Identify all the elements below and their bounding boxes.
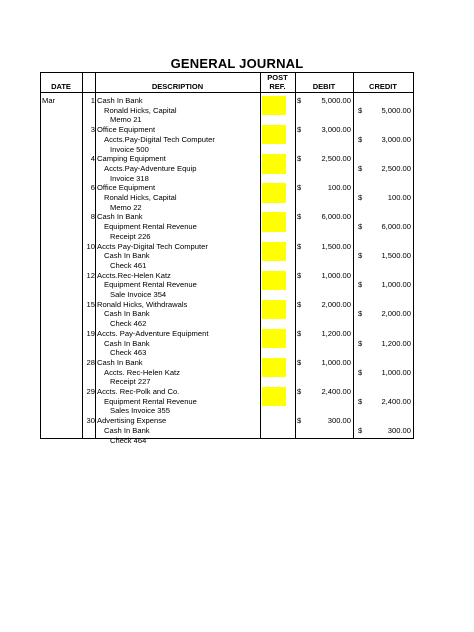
description-cell: Accts. Pay-Adventure Equipment xyxy=(97,328,209,338)
debit-amount: 300.00 xyxy=(327,416,351,426)
credit-amount: 1,000.00 xyxy=(381,280,411,290)
day-cell: 19 xyxy=(86,328,95,338)
debit-amount: 3,000.00 xyxy=(321,125,351,135)
credit-amount: 3,000.00 xyxy=(381,134,411,144)
day-cell: 12 xyxy=(86,270,95,280)
debit-amount: 1,000.00 xyxy=(321,270,351,280)
description-cell: Accts. Rec-Helen Katz xyxy=(104,367,180,377)
description-cell: Cash In Bank xyxy=(104,309,150,319)
description-cell: Check 462 xyxy=(110,319,147,329)
debit-amount: 1,200.00 xyxy=(321,328,351,338)
debit-amount: 1,000.00 xyxy=(321,357,351,367)
credit-dollar-sign: $ xyxy=(358,280,363,290)
debit-amount: 2,500.00 xyxy=(321,154,351,164)
debit-dollar-sign: $ xyxy=(297,270,302,280)
post-ref-highlight xyxy=(262,300,286,319)
journal-table xyxy=(40,72,414,445)
post-ref-highlight xyxy=(262,183,286,202)
debit-dollar-sign: $ xyxy=(297,154,302,164)
description-cell: Cash In Bank xyxy=(97,212,143,222)
credit-dollar-sign: $ xyxy=(358,222,363,232)
page-title: GENERAL JOURNAL xyxy=(170,56,304,71)
description-cell: Advertising Expense xyxy=(97,416,167,426)
day-cell: 8 xyxy=(90,212,95,222)
description-cell: Memo 22 xyxy=(110,202,142,212)
description-cell: Accts. Rec-Polk and Co. xyxy=(97,387,180,396)
post-ref-header: POST REF. xyxy=(267,73,288,91)
credit-dollar-sign: $ xyxy=(358,193,363,202)
description-cell: Cash In Bank xyxy=(97,96,143,105)
credit-header: CREDIT xyxy=(369,82,397,91)
description-cell: Invoice 318 xyxy=(110,173,149,183)
debit-amount: 1,500.00 xyxy=(321,241,351,251)
credit-amount: 2,000.00 xyxy=(381,309,411,319)
description-header: DESCRIPTION xyxy=(151,82,204,91)
column-divider xyxy=(260,72,261,439)
post-ref-highlight xyxy=(262,125,286,144)
description-cell: Sales Invoice 355 xyxy=(110,406,170,416)
table-top-border xyxy=(40,72,414,73)
debit-dollar-sign: $ xyxy=(297,357,302,367)
description-cell: Receipt 226 xyxy=(110,231,151,241)
debit-dollar-sign: $ xyxy=(297,125,302,135)
description-cell: Accts.Rec-Helen Katz xyxy=(97,270,171,280)
day-cell: 15 xyxy=(86,299,95,309)
description-cell: Equipment Rental Revenue xyxy=(104,222,197,232)
credit-dollar-sign: $ xyxy=(358,251,363,261)
description-cell: Ronald Hicks, Withdrawals xyxy=(97,299,188,309)
debit-dollar-sign: $ xyxy=(297,416,302,426)
description-cell: Cash In Bank xyxy=(104,251,150,261)
description-cell: Accts.Pay-Digital Tech Computer xyxy=(104,134,215,144)
debit-dollar-sign: $ xyxy=(297,96,302,105)
description-cell: Cash In Bank xyxy=(104,338,150,348)
credit-dollar-sign: $ xyxy=(358,367,363,377)
debit-dollar-sign: $ xyxy=(297,241,302,251)
column-divider xyxy=(95,72,96,439)
column-divider xyxy=(40,72,41,439)
day-cell: 3 xyxy=(90,125,95,135)
day-cell: 29 xyxy=(86,387,95,396)
credit-amount: 2,400.00 xyxy=(381,396,411,406)
debit-dollar-sign: $ xyxy=(297,183,302,193)
credit-dollar-sign: $ xyxy=(358,105,363,115)
credit-amount: 2,500.00 xyxy=(381,163,411,173)
description-cell: Ronald Hicks, Capital xyxy=(104,105,177,115)
description-cell: Ronald Hicks, Capital xyxy=(104,193,177,202)
credit-amount: 1,000.00 xyxy=(381,367,411,377)
table-bottom-border xyxy=(40,438,414,439)
debit-amount: 2,400.00 xyxy=(321,387,351,396)
description-cell: Check 464 xyxy=(110,435,147,445)
debit-amount: 100.00 xyxy=(327,183,351,193)
header-bottom-border xyxy=(40,92,414,93)
credit-amount: 300.00 xyxy=(387,425,411,435)
description-cell: Accts Pay-Digital Tech Computer xyxy=(97,241,208,251)
post-ref-highlight xyxy=(262,329,286,348)
day-cell: 4 xyxy=(90,154,95,164)
post-ref-highlight xyxy=(262,387,286,406)
column-divider xyxy=(295,72,296,439)
debit-dollar-sign: $ xyxy=(297,387,302,396)
day-cell: 10 xyxy=(86,241,95,251)
date-header: DATE xyxy=(51,82,71,91)
description-cell: Cash In Bank xyxy=(104,425,150,435)
description-cell: Memo 21 xyxy=(110,115,142,125)
description-cell: Check 463 xyxy=(110,348,147,358)
description-cell: Camping Equipment xyxy=(97,154,166,164)
post-ref-highlight xyxy=(262,212,286,231)
credit-dollar-sign: $ xyxy=(358,338,363,348)
description-cell: Invoice 500 xyxy=(110,144,149,154)
debit-dollar-sign: $ xyxy=(297,299,302,309)
description-cell: Check 461 xyxy=(110,260,147,270)
description-cell: Accts.Pay-Adventure Equip xyxy=(104,163,197,173)
post-ref-highlight xyxy=(262,242,286,261)
debit-amount: 2,000.00 xyxy=(321,299,351,309)
credit-amount: 5,000.00 xyxy=(381,105,411,115)
credit-dollar-sign: $ xyxy=(358,396,363,406)
credit-amount: 1,200.00 xyxy=(381,338,411,348)
post-ref-highlight xyxy=(262,96,286,115)
description-cell: Office Equipment xyxy=(97,125,156,135)
debit-dollar-sign: $ xyxy=(297,212,302,222)
debit-amount: 5,000.00 xyxy=(321,96,351,105)
debit-amount: 6,000.00 xyxy=(321,212,351,222)
month-cell: Mar xyxy=(42,96,56,105)
day-cell: 30 xyxy=(86,416,95,426)
day-cell: 6 xyxy=(90,183,95,193)
day-cell: 28 xyxy=(86,357,95,367)
credit-dollar-sign: $ xyxy=(358,163,363,173)
description-cell: Equipment Rental Revenue xyxy=(104,396,197,406)
debit-header: DEBIT xyxy=(312,82,336,91)
credit-amount: 1,500.00 xyxy=(381,251,411,261)
post-ref-highlight xyxy=(262,271,286,290)
debit-dollar-sign: $ xyxy=(297,328,302,338)
credit-amount: 6,000.00 xyxy=(381,222,411,232)
credit-dollar-sign: $ xyxy=(358,134,363,144)
column-divider xyxy=(353,72,354,439)
description-cell: Equipment Rental Revenue xyxy=(104,280,197,290)
description-cell: Receipt 227 xyxy=(110,377,151,387)
credit-dollar-sign: $ xyxy=(358,425,363,435)
description-cell: Sale Invoice 354 xyxy=(110,290,167,299)
post-ref-highlight xyxy=(262,154,286,173)
credit-amount: 100.00 xyxy=(387,193,411,202)
post-ref-highlight xyxy=(262,358,286,377)
description-cell: Office Equipment xyxy=(97,183,156,193)
credit-dollar-sign: $ xyxy=(358,309,363,319)
description-cell: Cash In Bank xyxy=(97,357,143,367)
day-cell: 1 xyxy=(90,96,95,105)
column-divider xyxy=(413,72,414,439)
